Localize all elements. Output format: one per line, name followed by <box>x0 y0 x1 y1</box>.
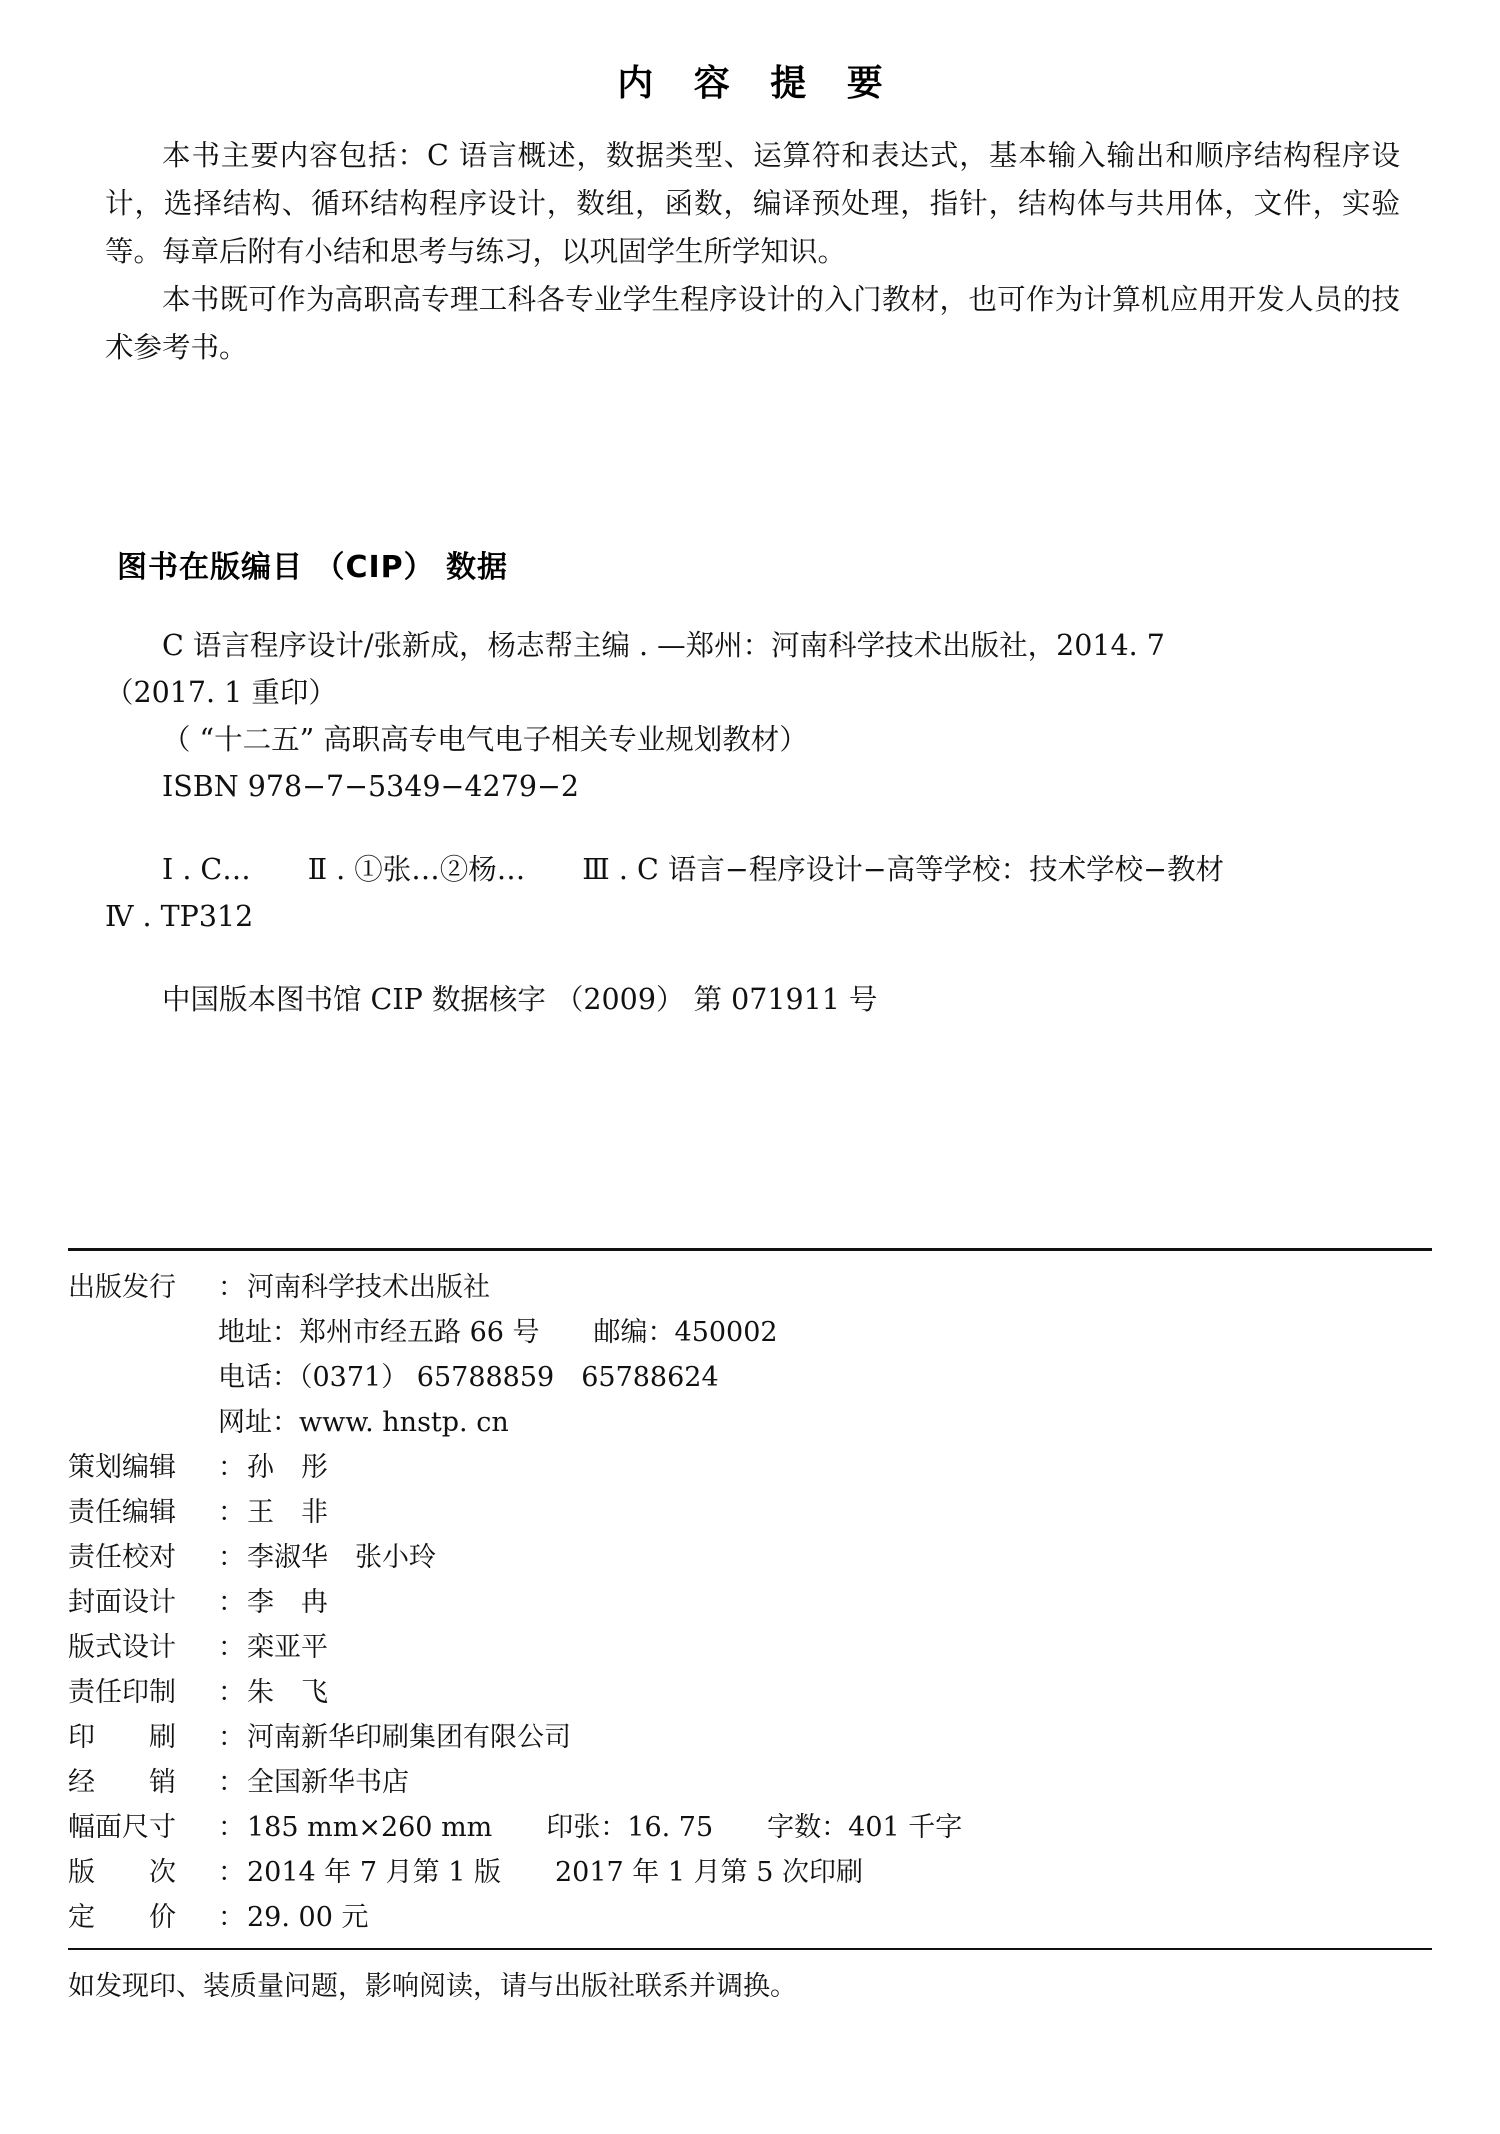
cip-spacer-1 <box>105 810 1400 846</box>
imprint-value: 29. 00 元 <box>247 1902 369 1933</box>
imprint-rows <box>68 1251 1432 1948</box>
imprint-value: 李 冉 <box>247 1587 328 1618</box>
cip-series-line: （ “十二五” 高职高专电气电子相关专业规划教材） <box>162 723 808 756</box>
imprint-row <box>68 1535 1432 1580</box>
imprint-label: 经 销 <box>68 1767 176 1798</box>
cip-block <box>0 372 1500 1023</box>
imprint-value: 河南科学技术出版社 <box>247 1272 490 1303</box>
imprint-label: 幅面尺寸 <box>68 1812 176 1843</box>
imprint-row <box>68 1580 1432 1625</box>
imprint-block <box>68 1248 1432 2010</box>
imprint-colon: ： <box>218 1722 245 1753</box>
imprint-value: 孙 彤 <box>247 1452 328 1483</box>
imprint-label: 出版发行 <box>68 1272 176 1303</box>
imprint-colon: ： <box>218 1497 245 1528</box>
imprint-label: 责任印制 <box>68 1677 176 1708</box>
imprint-colon: ： <box>218 1587 245 1618</box>
cip-spacer-2 <box>105 940 1400 976</box>
imprint-row <box>68 1805 1432 1850</box>
imprint-colon: ： <box>218 1632 245 1663</box>
imprint-colon: ： <box>218 1272 245 1303</box>
cip-entry-line-2: （2017. 1 重印） <box>105 676 337 709</box>
imprint-colon: ： <box>218 1542 245 1573</box>
imprint-colon: ： <box>218 1452 245 1483</box>
summary-paragraph-1: 本书主要内容包括：C 语言概述，数据类型、运算符和表达式，基本输入输出和顺序结构程序设计，选择结构、循环结构程序设计，数组，函数，编译预处理，指针，结构体与共用体，文件，实验等。每章后附有小结和思考与练习，以巩固学生所学知识。 <box>105 139 1400 268</box>
imprint-value: 全国新华书店 <box>247 1767 409 1798</box>
imprint-row <box>68 1625 1432 1670</box>
imprint-label: 印 刷 <box>68 1722 176 1753</box>
imprint-row-website <box>68 1400 1432 1445</box>
imprint-value: 河南新华印刷集团有限公司 <box>247 1722 571 1753</box>
imprint-value: 2014 年 7 月第 1 版 2017 年 1 月第 5 次印刷 <box>247 1857 863 1888</box>
imprint-value: 李淑华 张小玲 <box>247 1542 436 1573</box>
cip-classification-line-2: Ⅳ . TP312 <box>105 900 254 933</box>
imprint-value: 地址：郑州市经五路 66 号 邮编：450002 <box>218 1317 778 1348</box>
imprint-colon: ： <box>218 1812 245 1843</box>
imprint-label: 责任编辑 <box>68 1497 176 1528</box>
imprint-row <box>68 1760 1432 1805</box>
imprint-value: 朱 飞 <box>247 1677 328 1708</box>
imprint-row <box>68 1670 1432 1715</box>
imprint-colon: ： <box>218 1677 245 1708</box>
imprint-label: 责任校对 <box>68 1542 176 1573</box>
imprint-value: 网址：www. hnstp. cn <box>218 1407 509 1438</box>
imprint-row-address <box>68 1310 1432 1355</box>
imprint-row <box>68 1850 1432 1895</box>
cip-entry-line-1: C 语言程序设计/张新成，杨志帮主编 . —郑州：河南科学技术出版社，2014. 7 <box>162 629 1165 662</box>
imprint-value: 电话：（0371） 65788859 65788624 <box>218 1362 719 1393</box>
imprint-label: 策划编辑 <box>68 1452 176 1483</box>
imprint-colon: ： <box>218 1767 245 1798</box>
imprint-colon: ： <box>218 1857 245 1888</box>
imprint-colon: ： <box>218 1902 245 1933</box>
imprint-label: 封面设计 <box>68 1587 176 1618</box>
imprint-label: 定 价 <box>68 1902 176 1933</box>
summary-paragraph-2: 本书既可作为高职高专理工科各专业学生程序设计的入门教材，也可作为计算机应用开发人员的技术参考书。 <box>105 283 1400 364</box>
quality-notice: 如发现印、装质量问题，影响阅读，请与出版社联系并调换。 <box>68 1971 797 2002</box>
imprint-label: 版式设计 <box>68 1632 176 1663</box>
summary-heading: 内 容 提 要 <box>617 63 897 104</box>
cip-isbn-line: ISBN 978−7−5349−4279−2 <box>162 770 579 803</box>
cip-number-line: 中国版本图书馆 CIP 数据核字 （2009） 第 071911 号 <box>162 983 878 1016</box>
imprint-row <box>68 1490 1432 1535</box>
summary-body <box>0 106 1500 372</box>
imprint-row-price <box>68 1895 1432 1940</box>
imprint-label: 版 次 <box>68 1857 176 1888</box>
imprint-value: 王 非 <box>247 1497 328 1528</box>
cip-heading: 图书在版编目 （CIP） 数据 <box>117 550 509 585</box>
imprint-row <box>68 1715 1432 1760</box>
imprint-row-phone <box>68 1355 1432 1400</box>
imprint-row <box>68 1265 1432 1310</box>
imprint-value: 栾亚平 <box>247 1632 328 1663</box>
cip-lines <box>105 586 1400 1023</box>
imprint-value: 185 mm×260 mm 印张：16. 75 字数：401 千字 <box>247 1812 963 1843</box>
cip-classification-line-1: Ⅰ . C… Ⅱ . ①张…②杨… Ⅲ . C 语言−程序设计−高等学校：技术学校−教材 <box>162 853 1224 886</box>
imprint-row <box>68 1445 1432 1490</box>
